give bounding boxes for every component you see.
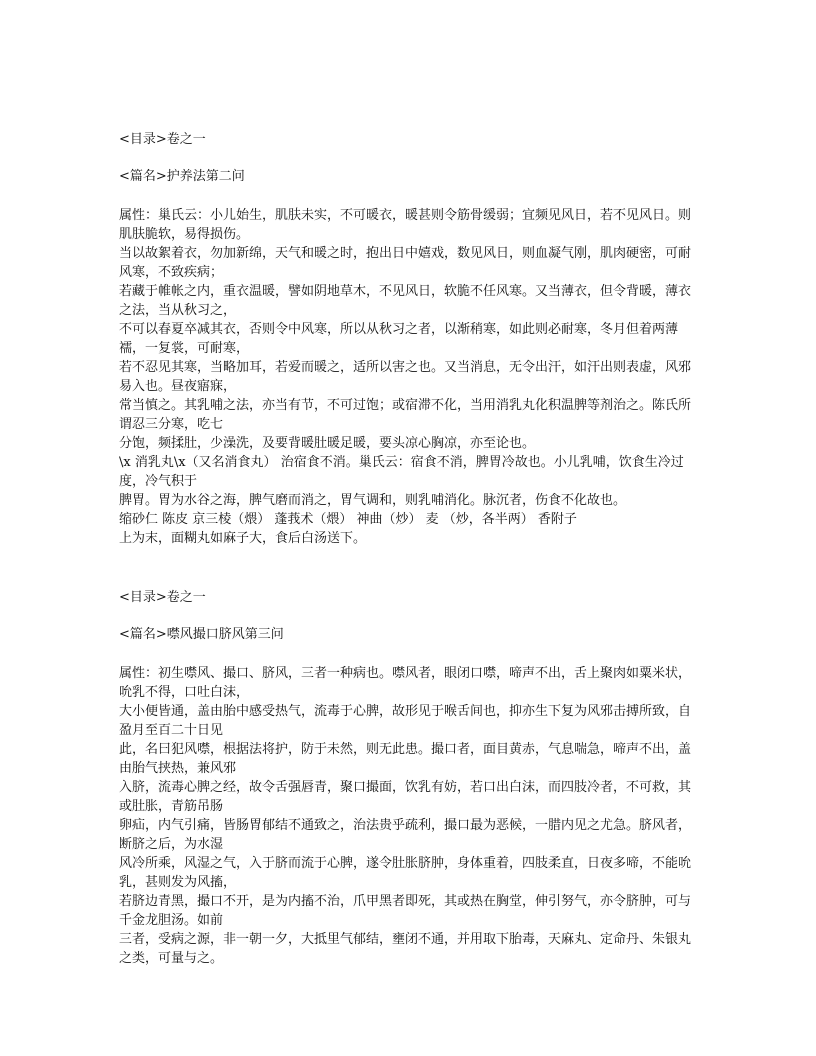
text-line: 常当慎之。其乳哺之法，亦当有节，不可过饱；或宿滞不化，当用消乳丸化积温脾等剂治之。陈氏所谓忍三分寒，吃七	[119, 398, 692, 432]
text-line: \x 消乳丸\x（又名消食丸） 治宿食不消。巢氏云：宿食不消，脾胃冷故也。小儿乳哺，饮食生冷过度，冷气积于	[119, 455, 684, 489]
text-line: 大小便皆通，盖由胎中感受热气，流毒于心脾，故形见于喉舌间也，抑亦生下复为风邪击搏所致，自盈月至百二十日见	[119, 704, 692, 738]
text-line: 不可以春夏卒减其衣，否则令中风寒，所以从秋习之者，以渐稍寒，如此则必耐寒，冬月但着两薄襦，一复裳，可耐寒，	[119, 322, 679, 356]
chapter-heading: <篇名>护养法第二问	[119, 169, 245, 184]
text-line: 卵疝，内气引痛，皆肠胃郁结不通致之，治法贵乎疏利，撮口最为恶候，一腊内见之尤急。脐风者，断脐之后，为水湿	[119, 818, 692, 852]
catalog-heading: <目录>卷之一	[119, 590, 206, 605]
text-line: 当以故絮着衣，勿加新绵，天气和暖之时，抱出日中嬉戏，数见风日，则血凝气刚，肌肉硬密，可耐风寒，不致疾病；	[119, 246, 692, 280]
text-line: 此，名曰犯风噤，根据法将护，防于未然，则无此患。撮口者，面目黄赤，气息喘急，啼声不出，盖由胎气挟热，兼风邪	[119, 742, 692, 776]
section-1	[119, 130, 703, 548]
chapter-heading: <篇名>噤风撮口脐风第三问	[119, 627, 284, 642]
text-line: 属性：初生噤风、撮口、脐风，三者一种病也。噤风者，眼闭口噤，啼声不出，舌上聚肉如粟米状，吮乳不得，口吐白沫，	[119, 666, 692, 700]
text-line: 若藏于帷帐之内，重衣温暖，譬如阴地草木，不见风日，软脆不任风寒。又当薄衣，但令背暖，薄衣之法，当从秋习之，	[119, 284, 692, 318]
text-line: 风冷所乘，风湿之气，入于脐而流于心脾，遂令肚胀脐肿，身体重着，四肢柔直，日夜多啼，不能吮乳，甚则发为风搐，	[119, 856, 692, 890]
section-2	[119, 588, 703, 968]
text-line: 缩砂仁 陈皮 京三棱（煨） 蓬莪术（煨） 神曲（炒） 麦 （炒，各半两） 香附子	[119, 512, 577, 527]
text-line: 属性：巢氏云：小儿始生，肌肤未实，不可暖衣，暖甚则令筋骨缓弱；宜频见风日，若不见风日。则肌肤脆软，易得损伤。	[119, 208, 692, 242]
catalog-heading: <目录>卷之一	[119, 132, 206, 147]
text-line: 三者，受病之源，非一朝一夕，大抵里气郁结，壅闭不通，并用取下胎毒，天麻丸、定命丹、朱银丸之类，可量与之。	[119, 932, 692, 966]
text-line: 若脐边青黑，撮口不开，是为内搐不治，爪甲黑者即死，其或热在胸堂，伸引努气，亦令脐肿，可与千金龙胆汤。如前	[119, 894, 692, 928]
text-line: 入脐，流毒心脾之经，故令舌强唇青，聚口撮面，饮乳有妨，若口出白沫，而四肢冷者，不可救，其或肚胀，青筋吊肠	[119, 780, 692, 814]
text-line: 分饱，频揉肚，少澡洗，及要背暖肚暖足暖，要头凉心胸凉，亦至论也。	[119, 436, 536, 451]
text-line: 脾胃。胃为水谷之海，脾气磨而消之，胃气调和，则乳哺消化。脉沉者，伤食不化故也。	[119, 493, 627, 508]
text-line: 若不忍见其寒，当略加耳，若爱而暖之，适所以害之也。又当消息，无令出汗，如汗出则表虚，风邪易入也。昼夜寤寐，	[119, 360, 692, 394]
text-line: 上为末，面糊丸如麻子大，食后白汤送下。	[119, 531, 367, 546]
